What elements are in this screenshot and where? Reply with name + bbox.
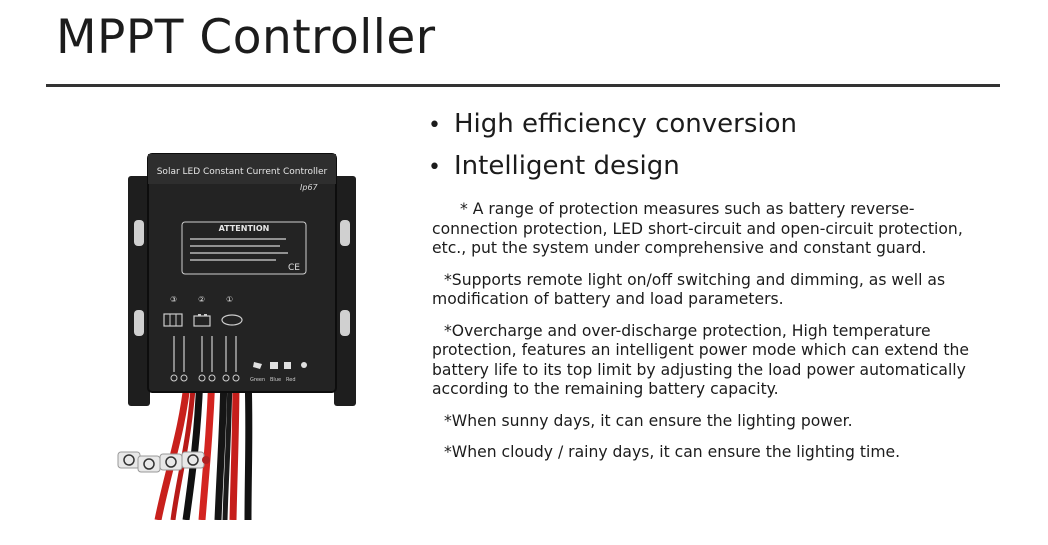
title-divider [46, 84, 1000, 87]
cloudy-days-paragraph: *When cloudy / rainy days, it can ensure the lighting time. [444, 443, 901, 461]
feature-description [432, 200, 992, 475]
ce-mark: CE [288, 263, 300, 273]
sunny-days-paragraph: *When sunny days, it can ensure the lighting power. [444, 411, 853, 430]
overcharge-paragraph: *Overcharge and over-discharge protection, High temperature protection, features an intelligent power mode which can extend the battery life to its top limit by adjusting the load power automatically according to the remaining battery capacity. [432, 321, 969, 398]
page-title: MPPT Controller [56, 10, 436, 65]
led-label-blue: Blue [270, 377, 282, 383]
attention-heading: ATTENTION [218, 224, 270, 233]
bullet-item: • High efficiency conversion [428, 109, 798, 139]
controller-product-image [98, 140, 388, 520]
remote-control-paragraph: *Supports remote light on/off switching and dimming, as well as modification of battery and load parameters. [432, 270, 946, 308]
ip-rating: Ip67 [300, 183, 318, 192]
led-label-green: Green [250, 377, 266, 383]
feature-bullets [428, 104, 998, 188]
port-number-2: ② [198, 295, 206, 304]
protection-paragraph: * A range of protection measures such as battery reverse-connection protection, LED short-circuit and open-circuit protection, etc., put the system under comprehensive and constant guard. [432, 200, 963, 257]
port-number-1: ① [226, 295, 234, 304]
brand-label: Solar LED Constant Current Controller [156, 167, 328, 177]
bullet-item: • Intelligent design [428, 151, 680, 181]
left-flange [128, 176, 150, 406]
right-flange [334, 176, 356, 406]
led-label-red: Red [286, 377, 296, 383]
port-number-3: ③ [170, 295, 178, 304]
